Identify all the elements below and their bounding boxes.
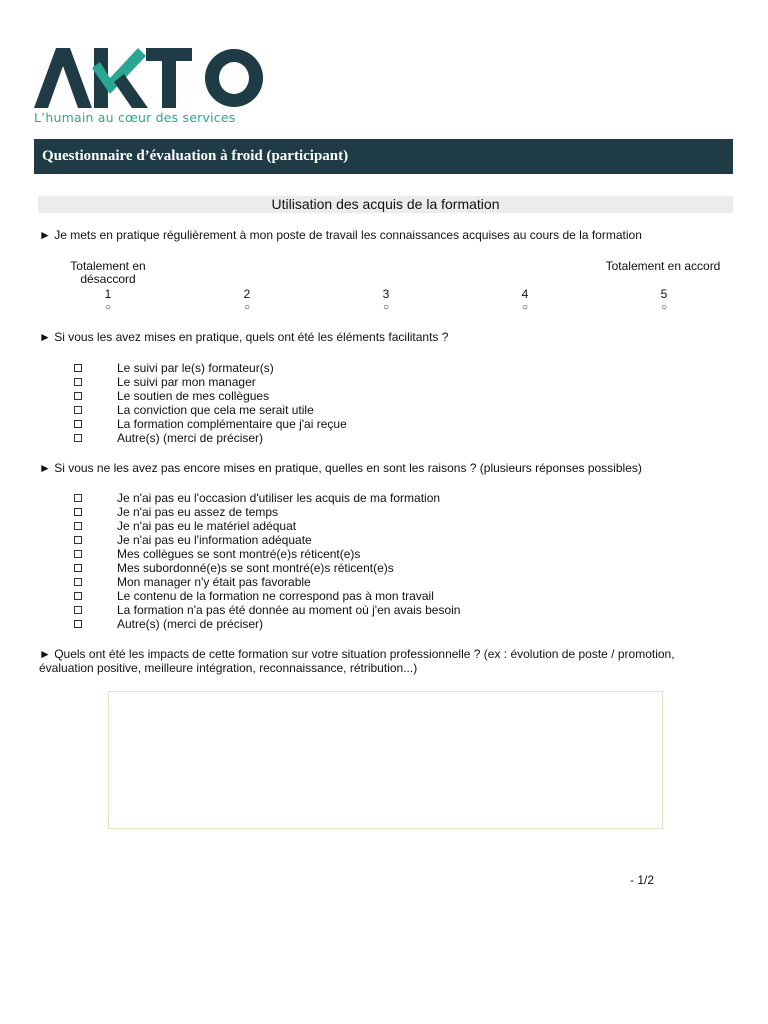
list-item — [72, 519, 460, 533]
list-item — [72, 417, 347, 431]
question-3: ► Si vous ne les avez pas encore mises en pratique, quelles en sont les raisons ? (plusieurs réponses possibles) — [39, 461, 642, 475]
scale-number-3: 3 — [382, 287, 390, 301]
list-item — [72, 575, 460, 589]
list-item — [72, 547, 460, 561]
checkbox[interactable] — [74, 620, 82, 628]
checkbox[interactable] — [74, 522, 82, 530]
radio-option-2[interactable]: ○ — [243, 302, 251, 313]
option-label: Mon manager n'y était pas favorable — [117, 575, 311, 589]
akto-logo — [34, 46, 274, 126]
list-item — [72, 361, 347, 375]
option-label: Autre(s) (merci de préciser) — [117, 617, 264, 631]
logo-wordmark — [34, 46, 274, 110]
logo-tagline: L’humain au cœur des services — [34, 110, 236, 125]
checkbox[interactable] — [74, 420, 82, 428]
checkbox[interactable] — [74, 364, 82, 372]
checkbox[interactable] — [74, 550, 82, 558]
question-1: ► Je mets en pratique régulièrement à mon poste de travail les connaissances acquises au cours de la formation — [39, 228, 642, 242]
scale-number-2: 2 — [243, 287, 251, 301]
page-title: Questionnaire d’évaluation à froid (participant) — [34, 139, 733, 174]
list-item — [72, 403, 347, 417]
list-item — [72, 561, 460, 575]
checkbox[interactable] — [74, 494, 82, 502]
list-item — [72, 617, 460, 631]
checkbox[interactable] — [74, 592, 82, 600]
list-item — [72, 431, 347, 445]
q2-options — [72, 361, 347, 445]
option-label: Je n'ai pas eu l'information adéquate — [117, 533, 312, 547]
radio-option-1[interactable]: ○ — [104, 302, 112, 313]
page-number: - 1/2 — [630, 873, 655, 887]
scale-number-1: 1 — [104, 287, 112, 301]
checkbox[interactable] — [74, 406, 82, 414]
option-label: La formation n'a pas été donnée au moment où j'en avais besoin — [117, 603, 461, 617]
checkbox[interactable] — [74, 508, 82, 516]
checkbox[interactable] — [74, 392, 82, 400]
option-label: Le suivi par le(s) formateur(s) — [117, 361, 274, 375]
checkbox[interactable] — [74, 536, 82, 544]
radio-option-3[interactable]: ○ — [382, 302, 390, 313]
option-label: Mes collègues se sont montré(e)s réticent(e)s — [117, 547, 361, 561]
radio-option-4[interactable]: ○ — [521, 302, 529, 313]
checkbox[interactable] — [74, 378, 82, 386]
list-item — [72, 603, 460, 617]
option-label: Le contenu de la formation ne correspond pas à mon travail — [117, 589, 434, 603]
list-item — [72, 533, 460, 547]
option-label: Le soutien de mes collègues — [117, 389, 270, 403]
option-label: La formation complémentaire que j'ai reçue — [117, 417, 347, 431]
radio-option-5[interactable]: ○ — [660, 302, 668, 313]
q3-options — [72, 491, 460, 631]
list-item — [72, 589, 460, 603]
scale-left-label: Totalement en désaccord — [70, 259, 146, 286]
checkbox[interactable] — [74, 606, 82, 614]
checkbox[interactable] — [74, 564, 82, 572]
option-label: La conviction que cela me serait utile — [117, 403, 314, 417]
option-label: Je n'ai pas eu assez de temps — [117, 505, 279, 519]
section-title: Utilisation des acquis de la formation — [38, 196, 733, 213]
list-item — [72, 375, 347, 389]
question-2: ► Si vous les avez mises en pratique, quels ont été les éléments facilitants ? — [39, 330, 449, 344]
checkbox[interactable] — [74, 434, 82, 442]
scale-number-5: 5 — [660, 287, 668, 301]
answer-textbox[interactable] — [108, 691, 663, 829]
checkbox[interactable] — [74, 578, 82, 586]
scale-number-4: 4 — [521, 287, 529, 301]
option-label: Je n'ai pas eu l'occasion d'utiliser les acquis de ma formation — [117, 491, 441, 505]
list-item — [72, 389, 347, 403]
scale-right-label: Totalement en accord — [605, 259, 721, 273]
option-label: Mes subordonné(e)s se sont montré(e)s réticent(e)s — [117, 561, 394, 575]
option-label: Le suivi par mon manager — [117, 375, 256, 389]
logo-graphic — [34, 46, 266, 110]
list-item — [72, 505, 460, 519]
option-label: Autre(s) (merci de préciser) — [117, 431, 264, 445]
option-label: Je n'ai pas eu le matériel adéquat — [117, 519, 297, 533]
list-item — [72, 491, 460, 505]
question-4: ► Quels ont été les impacts de cette formation sur votre situation professionnelle ? (ex : évolution de poste / promotion, évaluation positive, meilleure intégration, reconnaissance, rétribution...) — [39, 647, 675, 675]
